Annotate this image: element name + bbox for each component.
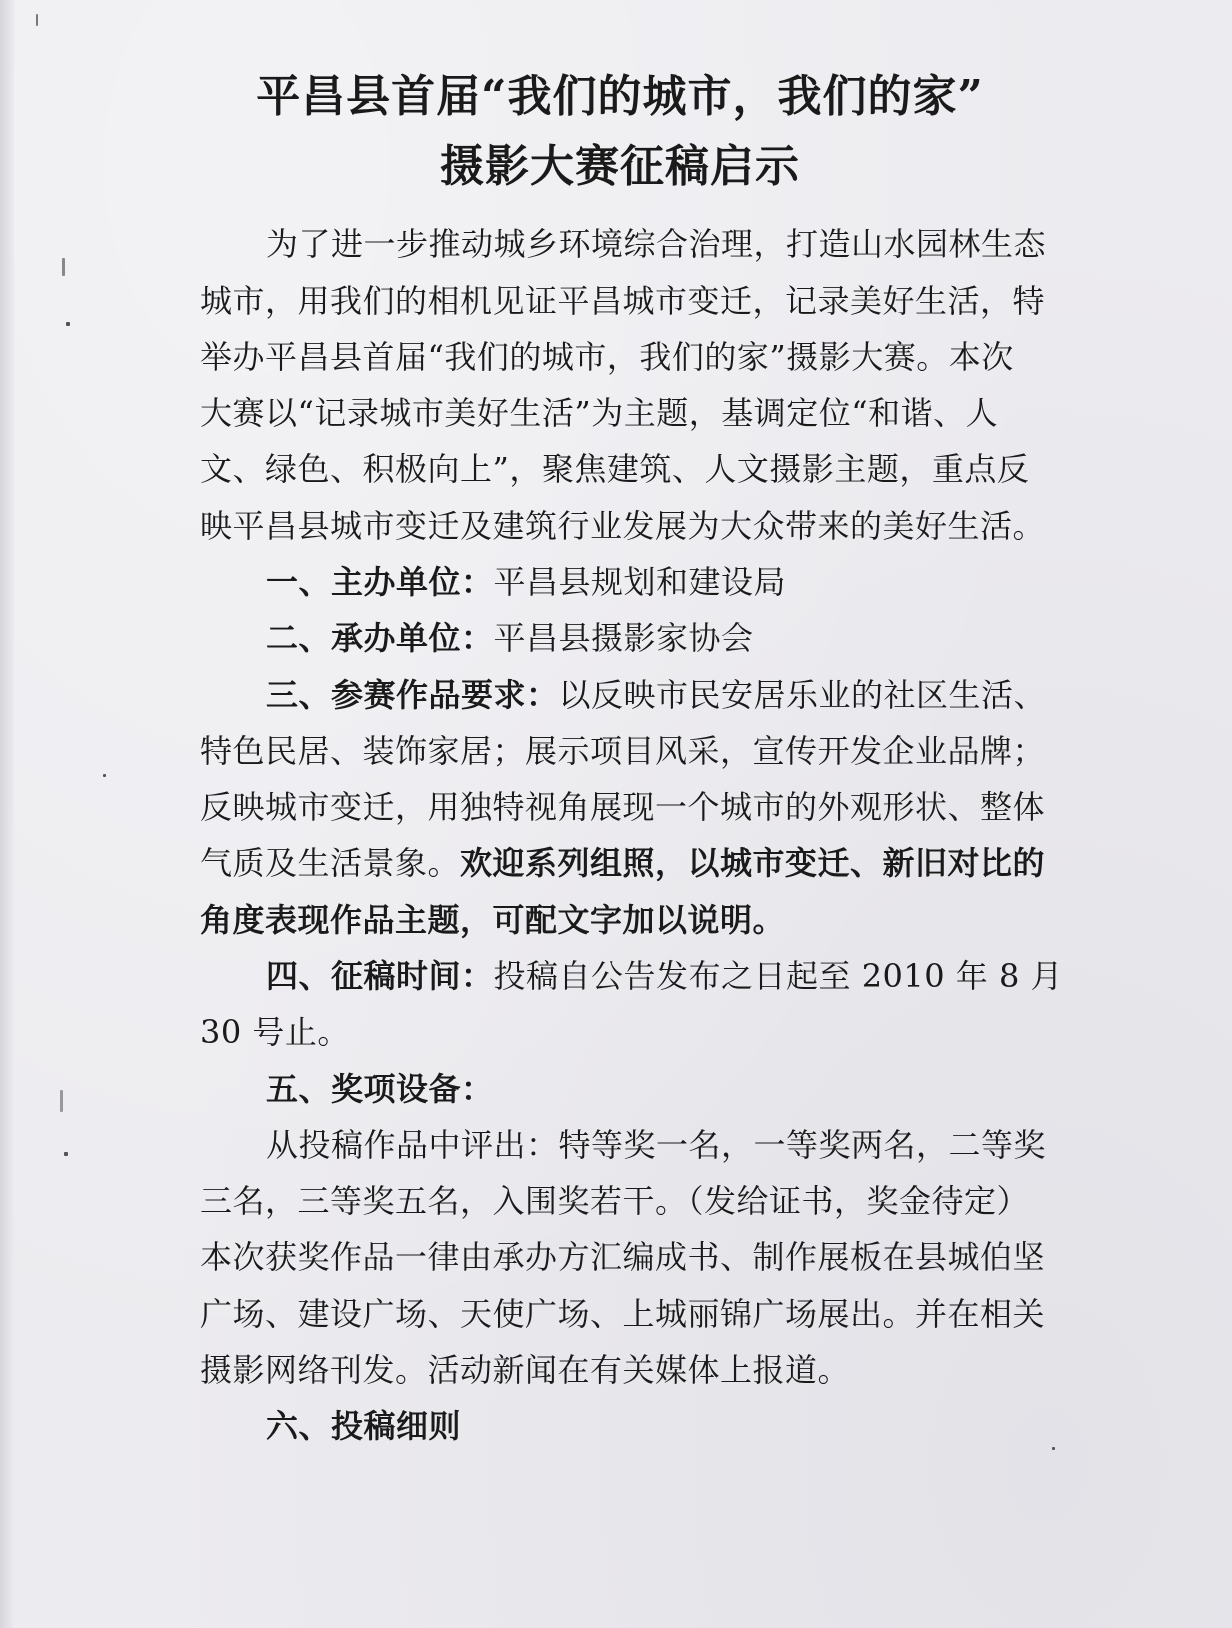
intro-line: 为了进一步推动城乡环境综合治理，打造山水园林生态 [266,225,1047,263]
scan-speck [1052,1447,1055,1450]
intro-line: 城市，用我们的相机见证平昌城市变迁，记录美好生活，特 [200,282,1046,320]
requirements-text: 气质及生活景象。 [200,844,461,882]
scan-speck [103,774,106,777]
awards-line: 广场、建设广场、天使广场、上城丽锦广场展出。并在相关 [200,1295,1046,1333]
scan-speck [64,1152,68,1156]
requirements-line: 反映城市变迁，用独特视角展现一个城市的外观形状、整体 [200,788,1046,826]
page-edge-shadow [0,0,14,1628]
intro-line: 大赛以“记录城市美好生活”为主题，基调定位“和谐、人 [200,394,999,432]
awards-line: 本次获奖作品一律由承办方汇编成书、制作展板在县城伯坚 [200,1238,1046,1276]
section-requirements [266,675,1060,715]
section-requirements-label: 三、参赛作品要求： [266,676,559,714]
scan-speck [62,258,65,276]
scan-speck [36,14,38,26]
scan-speck [66,322,70,326]
intro-line: 映平昌县城市变迁及建筑行业发展为大众带来的美好生活。 [200,507,1046,545]
section-submission-time-text: 投稿自公告发布之日起至 2010 年 8 月 [493,957,1064,995]
awards-line: 从投稿作品中评出：特等奖一名，一等奖两名，二等奖 [266,1126,1047,1164]
requirements-line: 特色民居、装饰家居；展示项目风采，宣传开发企业品牌； [200,732,1046,770]
requirements-emphasis-line: 角度表现作品主题，可配文字加以说明。 [200,901,786,939]
section-organizer-text: 平昌县规划和建设局 [493,563,787,601]
requirements-emphasis: 欢迎系列组照，以城市变迁、新旧对比的 [460,844,1046,882]
document-title-line-1: 平昌县首届“我们的城市，我们的家” [256,71,984,122]
document-title-line-2: 摄影大赛征稿启示 [440,141,800,192]
requirements-line [200,843,1060,883]
section-submission-rules-heading: 六、投稿细则 [266,1407,462,1445]
section-co-organizer [266,618,1060,658]
awards-line: 三名，三等奖五名，入围奖若干。（发给证书，奖金待定） [200,1182,1030,1220]
section-organizer [266,562,1060,602]
section-submission-time [266,956,1064,996]
intro-line: 文、绿色、积极向上”，聚焦建筑、人文摄影主题，重点反 [200,450,1030,488]
section-awards-heading: 五、奖项设备： [266,1070,494,1108]
section-requirements-text: 以反映市民安居乐业的社区生活、 [558,676,1047,714]
intro-line: 举办平昌县首届“我们的城市，我们的家”摄影大赛。本次 [200,338,1014,376]
section-co-organizer-label: 二、承办单位： [266,619,494,657]
submission-time-line: 30 号止。 [200,1013,350,1051]
awards-line: 摄影网络刊发。活动新闻在有关媒体上报道。 [200,1351,851,1389]
section-co-organizer-text: 平昌县摄影家协会 [493,619,754,657]
section-organizer-label: 一、主办单位： [266,563,494,601]
section-submission-time-label: 四、征稿时间： [266,957,494,995]
scan-speck [60,1090,63,1112]
